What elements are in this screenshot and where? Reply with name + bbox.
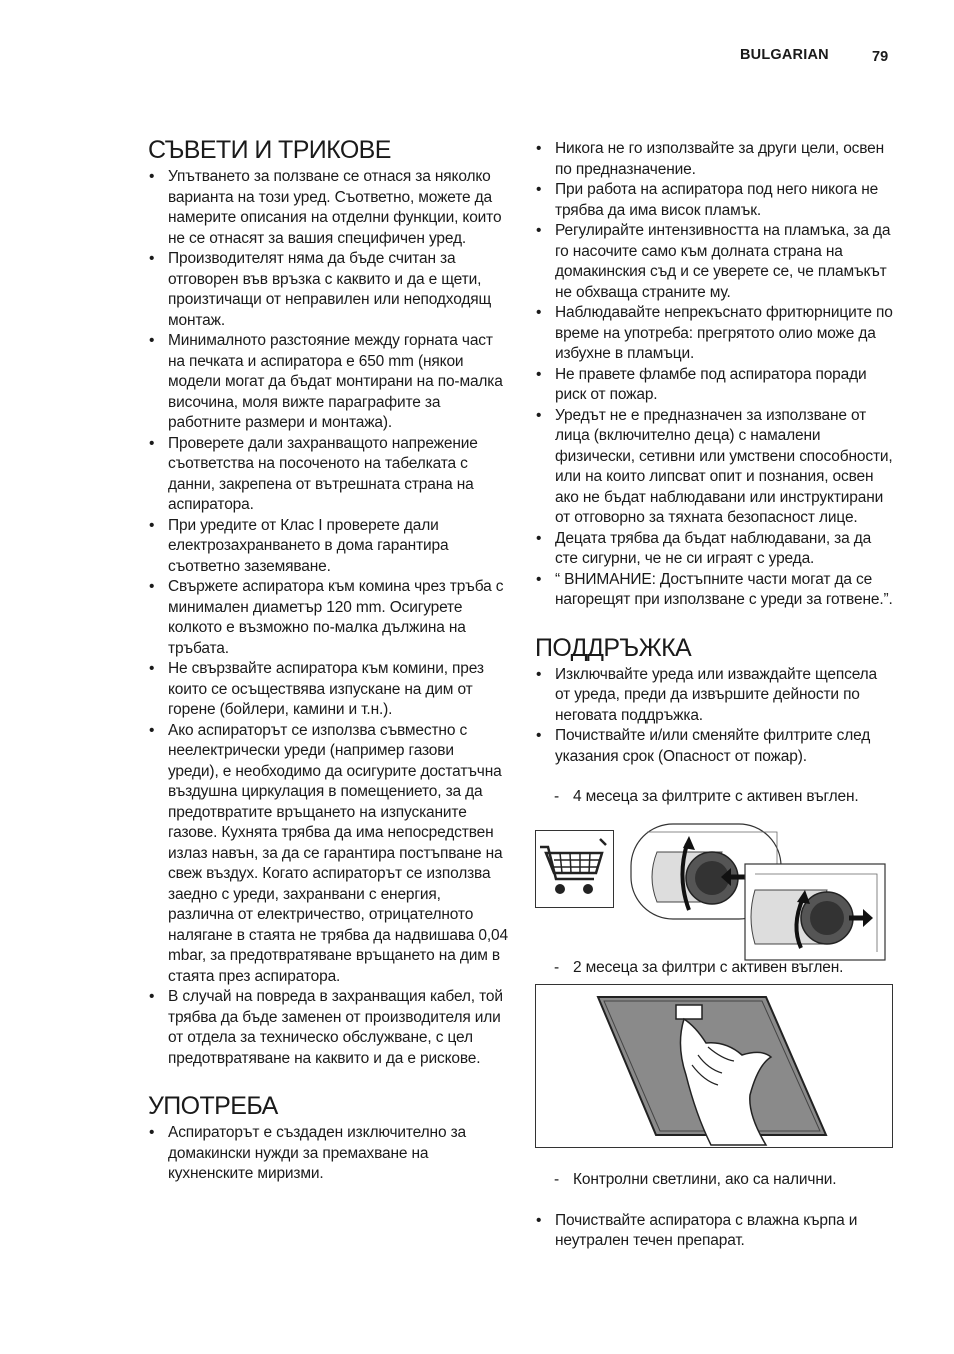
list-item: • Не свързвайте аспиратора към комини, през които се осъществява изпускане на дим от горене (бойлери, камини и т.н.).	[148, 659, 508, 721]
usage-list	[148, 1123, 508, 1185]
list-item: • Децата трябва да бъдат наблюдавани, за да сте сигурни, че не си играят с уреда.	[535, 529, 895, 570]
list-item: • При уредите от Клас I проверете дали електрозахранването в дома гарантира съответно заземяване.	[148, 516, 508, 578]
shopping-cart-icon	[535, 830, 614, 908]
list-item: • Наблюдавайте непрекъснато фритюрниците по време на употреба: прегрятото олио може да избухне в пламъци.	[535, 303, 895, 365]
indicator-lights-note: - Контролни светлини, ако са налични.	[535, 1170, 895, 1191]
carbon-filter-figure	[535, 822, 895, 962]
tips-title: СЪВЕТИ И ТРИКОВЕ	[148, 136, 391, 164]
right-column	[535, 139, 895, 1252]
list-item: • Изключвайте уреда или изваждайте щепсела от уреда, преди да извършите дейности по неговата поддръжка.	[535, 665, 895, 727]
cleaning-list	[535, 1211, 895, 1252]
list-item: • Аспираторът е създаден изключително за домакински нужди за премахване на кухненските миризми.	[148, 1123, 508, 1185]
maintenance-title: ПОДДРЪЖКА	[535, 633, 692, 662]
safety-list	[535, 139, 895, 611]
maintenance-list	[535, 665, 895, 768]
list-item: • Проверете дали захранващото напрежение съответства на посоченото на табелката с данни, закрепена от вътрешната страна на аспиратора.	[148, 434, 508, 516]
list-item: • Свържете аспиратора към комина чрез тръба с минимален диаметър 120 mm. Осигурете колкото е възможно по-малка дължина на тръбата.	[148, 577, 508, 659]
grease-filter-figure	[535, 984, 893, 1148]
list-item: • Минималното разстояние между горната част на печката и аспиратора е 650 mm (някои модели могат да бъдат монтирани на по-малка височина, моля вижте параграфите за работните размери и монтажа).	[148, 331, 508, 434]
list-item: • При работа на аспиратора под него никога не трябва да има висок пламък.	[535, 180, 895, 221]
carbon-filter-interval: - 4 месеца за филтрите с активен въглен.	[535, 787, 895, 808]
filter-replacement-drawing	[627, 822, 891, 962]
list-item: • Ако аспираторът се използва съвместно с неелектрически уреди (например газови уреди), е необходимо да осигурите достатъчна въздушна циркулация в помещението, за да предотвратите връщането на изпусканите газове. Кухнята трябва да има непосредствен излаз навън, за да се гарантира постъпване на свеж въздух. Когато аспираторът се използва заедно с уреди, захранвани с енергия, различна от електричество, отрицателното налягане в стаята не трябва да надвишава 0,04 mbar, за предотвратяване връщането на дим в стаята през аспиратора.	[148, 721, 508, 988]
list-item: • Уредът не е предназначен за използване от лица (включително деца) с намалени физически, сетивни или умствени способности, или на които липсват опит и познания, освен ако не бъдат наблюдавани или инструктирани от отговорно за тяхната безопасност лице.	[535, 406, 895, 529]
page-number: 79	[872, 49, 889, 65]
list-item: • “ ВНИМАНИЕ: Достъпните части могат да се нагорещят при използване с уреди за готвене.”.	[535, 570, 895, 611]
header-language: BULGARIAN	[740, 47, 829, 63]
list-item: • Регулирайте интензивността на пламъка, за да го насочите само към долната страна на домакинския съд и се уверете се, че пламъкът не обхваща страните му.	[535, 221, 895, 303]
list-item: • Почиствайте и/или сменяйте филтрите след указания срок (Опасност от пожар).	[535, 726, 895, 767]
list-item: • В случай на повреда в захранващия кабел, той трябва да бъде заменен от производителя или от отдела за техническо обслужване, с цел предотвратяване на каквито и да е рискове.	[148, 987, 508, 1069]
usage-title: УПОТРЕБА	[148, 1092, 278, 1120]
left-column	[148, 135, 508, 1185]
list-item: • Производителят няма да бъде считан за отговорен във връзка с каквито и да е щети, произтичащи от неправилен или неподходящ монтаж.	[148, 249, 508, 331]
list-item: • Не правете фламбе под аспиратора поради риск от пожар.	[535, 365, 895, 406]
list-item: • Упътването за ползване се отнася за няколко варианта на този уред. Съответно, можете да намерите описания на отделни функции, които не се отнасят за вашия специфичен уред.	[148, 167, 508, 249]
tips-list	[148, 167, 508, 1069]
list-item: • Почиствайте аспиратора с влажна кърпа и неутрален течен препарат.	[535, 1211, 895, 1252]
list-item: • Никога не го използвайте за други цели, освен по предназначение.	[535, 139, 895, 180]
grease-filter-interval: - 2 месеца за филтри с активен въглен.	[535, 958, 895, 979]
